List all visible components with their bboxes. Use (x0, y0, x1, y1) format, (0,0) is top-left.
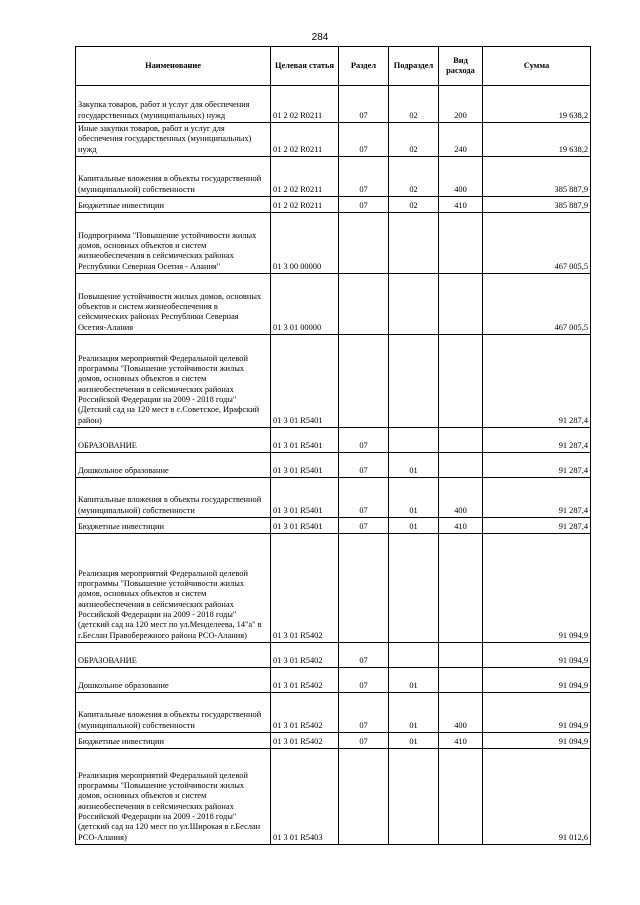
row-name: ОБРАЗОВАНИЕ (76, 427, 271, 452)
row-subsection (389, 533, 439, 642)
row-name: Бюджетные инвестиции (76, 196, 271, 212)
row-subsection: 01 (389, 452, 439, 477)
table-row (76, 156, 591, 196)
row-target: 01 3 01 R5401 (271, 452, 339, 477)
row-name: Капитальные вложения в объекты государственной (муниципальной) собственности (76, 692, 271, 732)
row-subsection: 02 (389, 123, 439, 157)
row-name: Бюджетные инвестиции (76, 732, 271, 748)
row-target: 01 3 01 R5401 (271, 517, 339, 533)
row-target: 01 2 02 R0211 (271, 156, 339, 196)
row-section: 07 (339, 427, 389, 452)
row-target: 01 3 01 R5401 (271, 334, 339, 427)
row-section: 07 (339, 517, 389, 533)
table-row (76, 123, 591, 157)
header-amount: Сумма (483, 47, 591, 86)
row-name: Закупка товаров, работ и услуг для обеспечения государственных (муниципальных) нужд (76, 86, 271, 123)
table-row (76, 748, 591, 844)
row-amount: 91 287,4 (483, 427, 591, 452)
row-expense-type: 240 (439, 123, 483, 157)
page-number: 284 (311, 32, 329, 43)
row-amount: 467 005,5 (483, 212, 591, 273)
row-section: 07 (339, 692, 389, 732)
row-subsection: 02 (389, 86, 439, 123)
row-section: 07 (339, 123, 389, 157)
table-row (76, 427, 591, 452)
row-expense-type (439, 748, 483, 844)
row-name: Реализация мероприятий Федеральной целевой программы "Повышение устойчивости жилых домов, основных объектов и систем жизнеобеспечения в сейсмических районах Российской Федерации на 2009 - 2018 годы" (детский сад на 120 мест по ул.Широкая в г.Беслан РСО-Алания) (76, 748, 271, 844)
row-expense-type: 410 (439, 732, 483, 748)
row-amount: 91 287,4 (483, 477, 591, 517)
table-row (76, 517, 591, 533)
row-subsection: 02 (389, 196, 439, 212)
row-amount: 91 094,9 (483, 692, 591, 732)
row-target: 01 2 02 R0211 (271, 123, 339, 157)
row-target: 01 3 01 R5403 (271, 748, 339, 844)
row-expense-type: 400 (439, 692, 483, 732)
table-row (76, 667, 591, 692)
row-section: 07 (339, 156, 389, 196)
row-target: 01 3 01 R5402 (271, 667, 339, 692)
table-row (76, 732, 591, 748)
row-subsection (389, 334, 439, 427)
table-row (76, 334, 591, 427)
header-expense-type: Вид расхода (439, 47, 483, 86)
row-target: 01 3 01 R5401 (271, 427, 339, 452)
header-section: Раздел (339, 47, 389, 86)
row-target: 01 3 01 R5402 (271, 692, 339, 732)
row-subsection (389, 212, 439, 273)
row-target: 01 3 01 00000 (271, 273, 339, 334)
row-amount: 91 012,6 (483, 748, 591, 844)
row-amount: 91 287,4 (483, 517, 591, 533)
row-amount: 467 005,5 (483, 273, 591, 334)
row-subsection (389, 642, 439, 667)
row-amount: 91 094,9 (483, 533, 591, 642)
row-section: 07 (339, 196, 389, 212)
table-row (76, 642, 591, 667)
row-name: Капитальные вложения в объекты государственной (муниципальной) собственности (76, 156, 271, 196)
row-expense-type (439, 452, 483, 477)
row-section: 07 (339, 86, 389, 123)
header-name: Наименование (76, 47, 271, 86)
table-row (76, 196, 591, 212)
row-subsection: 01 (389, 477, 439, 517)
table-row (76, 477, 591, 517)
row-amount: 91 287,4 (483, 334, 591, 427)
row-target: 01 3 01 R5402 (271, 732, 339, 748)
row-subsection: 01 (389, 667, 439, 692)
budget-table (75, 46, 591, 845)
row-name: Подпрограмма "Повышение устойчивости жилых домов, основных объектов и систем жизнеобеспечения в сейсмических районах Республики Северная Осетия - Алания" (76, 212, 271, 273)
table-row (76, 212, 591, 273)
row-section: 07 (339, 642, 389, 667)
row-expense-type (439, 212, 483, 273)
row-amount: 91 287,4 (483, 452, 591, 477)
row-expense-type: 400 (439, 156, 483, 196)
row-subsection: 01 (389, 692, 439, 732)
row-name: Повышение устойчивости жилых домов, основных объектов и систем жизнеобеспечения в сейсмических районах Республики Северная Осетия-Алания (76, 273, 271, 334)
row-expense-type (439, 642, 483, 667)
row-subsection: 01 (389, 732, 439, 748)
row-amount: 91 094,9 (483, 732, 591, 748)
row-name: Дошкольное образование (76, 667, 271, 692)
row-expense-type (439, 334, 483, 427)
row-expense-type (439, 273, 483, 334)
row-expense-type (439, 533, 483, 642)
row-target: 01 2 02 R0211 (271, 196, 339, 212)
row-amount: 91 094,9 (483, 642, 591, 667)
row-expense-type: 400 (439, 477, 483, 517)
row-section: 07 (339, 667, 389, 692)
row-section (339, 212, 389, 273)
row-amount: 385 887,9 (483, 156, 591, 196)
row-section (339, 533, 389, 642)
table-row (76, 533, 591, 642)
row-expense-type (439, 427, 483, 452)
row-name: ОБРАЗОВАНИЕ (76, 642, 271, 667)
row-amount: 385 887,9 (483, 196, 591, 212)
row-amount: 19 638,2 (483, 86, 591, 123)
row-subsection (389, 748, 439, 844)
row-section: 07 (339, 477, 389, 517)
row-subsection: 01 (389, 517, 439, 533)
row-section (339, 334, 389, 427)
row-name: Дошкольное образование (76, 452, 271, 477)
row-name: Реализация мероприятий Федеральной целевой программы "Повышение устойчивости жилых домов, основных объектов и систем жизнеобеспечения в сейсмических районах Российской Федерации на 2009 - 2018 годы" (детский сад на 120 мест по ул.Менделеева, 14"а" в г.Беслан Правобережного района РСО-Алания) (76, 533, 271, 642)
row-name: Бюджетные инвестиции (76, 517, 271, 533)
row-expense-type: 200 (439, 86, 483, 123)
row-section: 07 (339, 732, 389, 748)
row-subsection (389, 273, 439, 334)
row-section: 07 (339, 452, 389, 477)
row-target: 01 3 01 R5401 (271, 477, 339, 517)
table-row (76, 273, 591, 334)
row-name: Капитальные вложения в объекты государственной (муниципальной) собственности (76, 477, 271, 517)
row-target: 01 3 01 R5402 (271, 533, 339, 642)
header-subsection: Подраздел (389, 47, 439, 86)
row-subsection (389, 427, 439, 452)
row-section (339, 273, 389, 334)
table-row (76, 86, 591, 123)
row-target: 01 3 00 00000 (271, 212, 339, 273)
row-amount: 19 638,2 (483, 123, 591, 157)
row-amount: 91 094,9 (483, 667, 591, 692)
row-target: 01 3 01 R5402 (271, 642, 339, 667)
row-expense-type: 410 (439, 517, 483, 533)
row-subsection: 02 (389, 156, 439, 196)
header-row (76, 47, 591, 86)
table-row (76, 452, 591, 477)
row-section (339, 748, 389, 844)
row-expense-type: 410 (439, 196, 483, 212)
row-name: Иные закупки товаров, работ и услуг для обеспечения государственных (муниципальных) нужд (76, 123, 271, 157)
row-target: 01 2 02 R0211 (271, 86, 339, 123)
row-name: Реализация мероприятий Федеральной целевой программы "Повышение устойчивости жилых домов, основных объектов и систем жизнеобеспечения в сейсмических районах Российской Федерации на 2009 - 2018 годы" (Детский сад на 120 мест в с.Советское, Ирафский район) (76, 334, 271, 427)
row-expense-type (439, 667, 483, 692)
table-row (76, 692, 591, 732)
header-target: Целевая статья (271, 47, 339, 86)
